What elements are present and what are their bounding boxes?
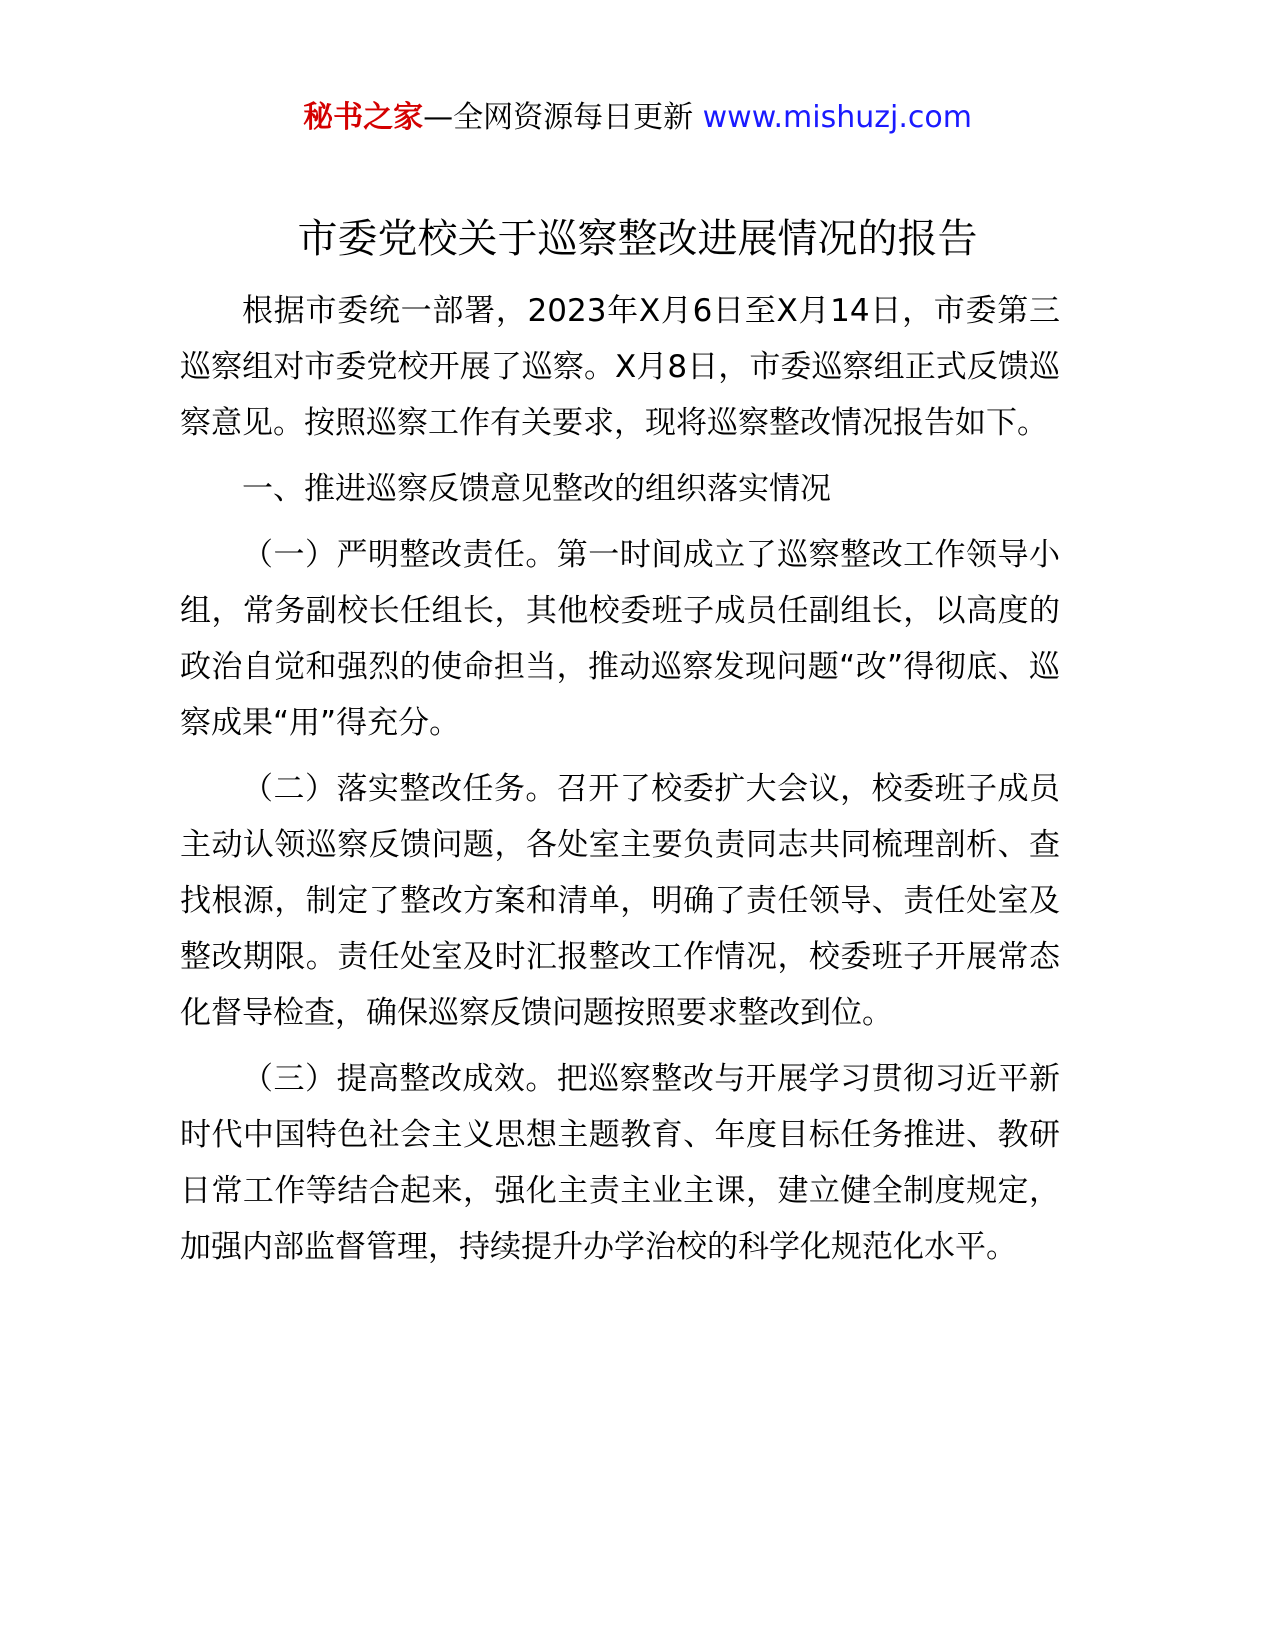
intro-paragraph: 根据市委统一部署，2023年X月6日至X月14日，市委第三巡察组对市委党校开展了巡察。X月8日，市委巡察组正式反馈巡察意见。按照巡察工作有关要求，现将巡察整改情况报告如下。: [180, 293, 1060, 441]
paragraph-responsibility: （一）严明整改责任。第一时间成立了巡察整改工作领导小组，常务副校长任组长，其他校委班子成员任副组长，以高度的政治自觉和强烈的使命担当，推动巡察发现问题“改”得彻底、巡察成果“用”得充分。: [180, 537, 1060, 741]
paragraph-effectiveness: （三）提高整改成效。把巡察整改与开展学习贯彻习近平新时代中国特色社会主义思想主题教育、年度目标任务推进、教研日常工作等结合起来，强化主责主业主课，建立健全制度规定，加强内部监督管理，持续提升办学治校的科学化规范化水平。: [180, 1061, 1060, 1265]
document-body: [180, 283, 1060, 1285]
paragraph-tasks: （二）落实整改任务。召开了校委扩大会议，校委班子成员主动认领巡察反馈问题，各处室主要负责同志共同梳理剖析、查找根源，制定了整改方案和清单，明确了责任领导、责任处室及整改期限。责任处室及时汇报整改工作情况，校委班子开展常态化督导检查，确保巡察反馈问题按照要求整改到位。: [180, 771, 1060, 1031]
site-url-link[interactable]: www.mishuzj.com: [702, 100, 972, 135]
header-tagline: —全网资源每日更新: [423, 100, 703, 135]
site-header: [0, 98, 1275, 138]
brand-name: 秘书之家: [303, 100, 424, 135]
section-heading: 一、推进巡察反馈意见整改的组织落实情况: [242, 471, 831, 507]
document-title: 市委党校关于巡察整改进展情况的报告: [297, 216, 978, 262]
